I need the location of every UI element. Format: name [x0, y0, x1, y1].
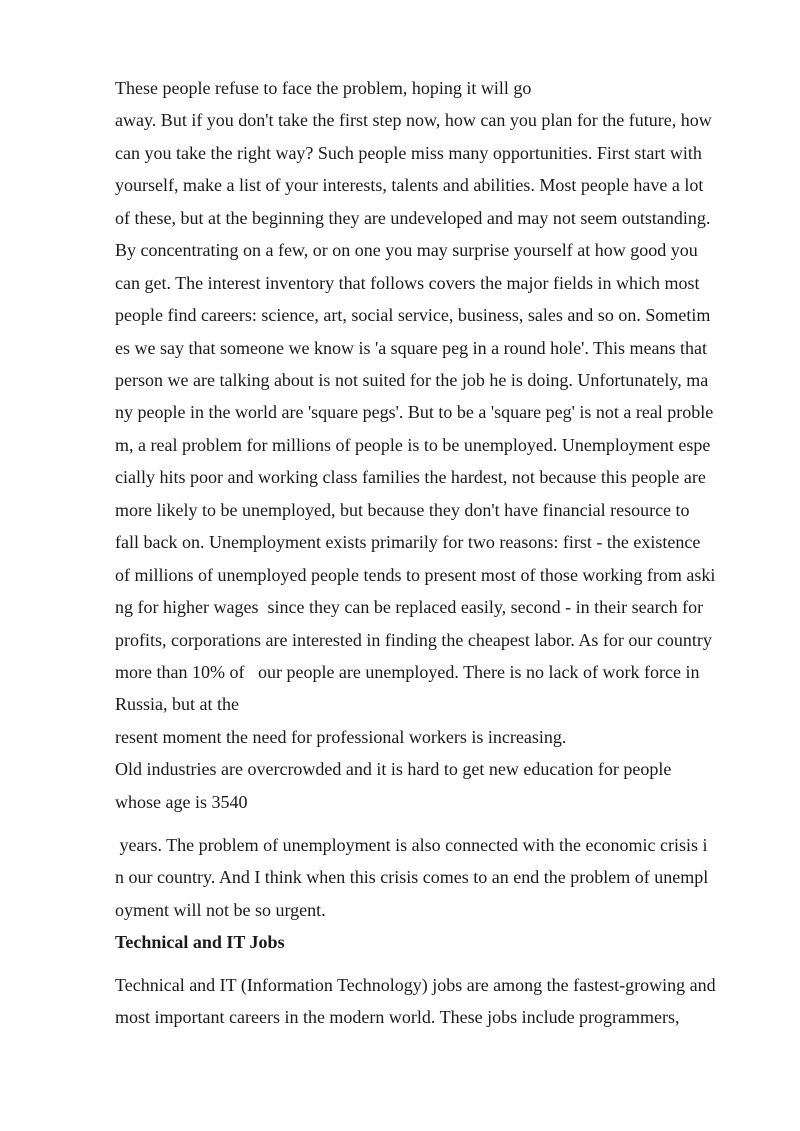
text-line: n our country. And I think when this crisis comes to an end the problem of unempl	[115, 867, 709, 887]
text-line: m, a real problem for millions of people is to be unemployed. Unemployment espe	[115, 435, 711, 455]
text-line: can you take the right way? Such people miss many opportunities. First start with	[115, 143, 702, 163]
text-line: By concentrating on a few, or on one you may surprise yourself at how good you	[115, 240, 698, 260]
text-line: years. The problem of unemployment is also connected with the economic crisis i	[115, 835, 708, 855]
text-line: These people refuse to face the problem, hoping it will go	[115, 78, 532, 98]
text-line: people find careers: science, art, social service, business, sales and so on. Sometim	[115, 305, 711, 325]
text-line: fall back on. Unemployment exists primarily for two reasons: first - the existence	[115, 532, 701, 552]
text-line: cially hits poor and working class families the hardest, not because this people are	[115, 467, 706, 487]
section-heading: Technical and IT Jobs	[115, 932, 285, 952]
text-line: Technical and IT (Information Technology) jobs are among the fastest-growing and	[115, 975, 716, 995]
text-line: Russia, but at the	[115, 694, 239, 714]
text-line: resent moment the need for professional workers is increasing.	[115, 727, 567, 747]
text-line: of millions of unemployed people tends to present most of those working from aski	[115, 565, 716, 585]
text-line: can get. The interest inventory that follows covers the major fields in which most	[115, 273, 700, 293]
text-line: more likely to be unemployed, but because they don't have financial resource to	[115, 500, 690, 520]
text-line: of these, but at the beginning they are undeveloped and may not seem outstanding.	[115, 208, 711, 228]
text-line: es we say that someone we know is 'a square peg in a round hole'. This means that	[115, 338, 708, 358]
text-line: ng for higher wages since they can be replaced easily, second - in their search for	[115, 597, 704, 617]
text-line: yourself, make a list of your interests, talents and abilities. Most people have a lot	[115, 175, 704, 195]
text-line: more than 10% of our people are unemployed. There is no lack of work force in	[115, 662, 700, 682]
text-line: most important careers in the modern world. These jobs include programmers,	[115, 1007, 680, 1027]
text-line: away. But if you don't take the first step now, how can you plan for the future, how	[115, 110, 712, 130]
text-line: profits, corporations are interested in finding the cheapest labor. As for our country	[115, 630, 712, 650]
text-line: ny people in the world are 'square pegs'. But to be a 'square peg' is not a real proble	[115, 402, 714, 422]
text-line: Old industries are overcrowded and it is hard to get new education for people	[115, 759, 672, 779]
text-line: oyment will not be so urgent.	[115, 900, 326, 920]
text-line: person we are talking about is not suited for the job he is doing. Unfortunately, ma	[115, 370, 709, 390]
text-line: whose age is 3540	[115, 792, 248, 812]
